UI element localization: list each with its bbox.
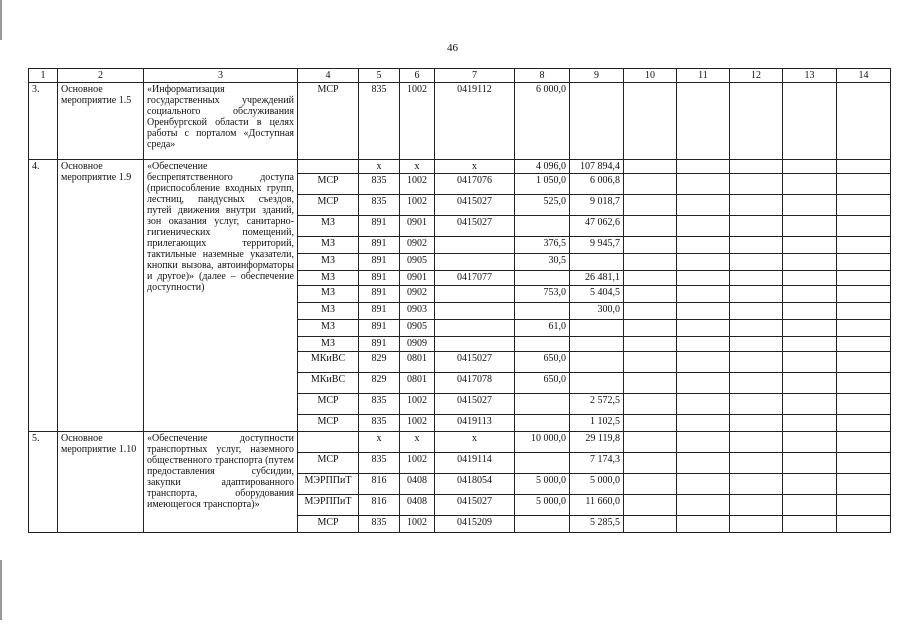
empty-col10-cell: [624, 83, 677, 160]
section-code-cell: 0905: [400, 320, 435, 337]
empty-col13-cell: [783, 83, 837, 160]
value-col8-cell: [515, 271, 570, 286]
header-cell: 2: [58, 69, 144, 83]
section-code-cell: 0903: [400, 303, 435, 320]
grbs-code-cell: 835: [359, 83, 400, 160]
empty-col11-cell: [677, 195, 730, 216]
executor-cell: МСР: [298, 516, 359, 533]
target-item-cell: 0417077: [435, 271, 515, 286]
header-cell: 1: [29, 69, 58, 83]
value-col9-cell: [570, 320, 624, 337]
grbs-code-cell: 891: [359, 337, 400, 352]
executor-cell: МЗ: [298, 320, 359, 337]
empty-col14-cell: [837, 83, 891, 160]
empty-col10-cell: [624, 415, 677, 432]
empty-col13-cell: [783, 303, 837, 320]
value-col9-cell: 7 174,3: [570, 453, 624, 474]
value-col9-cell: 5 404,5: [570, 286, 624, 303]
header-cell: 14: [837, 69, 891, 83]
value-col9-cell: 5 285,5: [570, 516, 624, 533]
empty-col12-cell: [730, 286, 783, 303]
header-cell: 4: [298, 69, 359, 83]
section-code-cell: 0901: [400, 271, 435, 286]
empty-col12-cell: [730, 516, 783, 533]
executor-cell: МСР: [298, 415, 359, 432]
executor-cell: МЗ: [298, 216, 359, 237]
empty-col10-cell: [624, 432, 677, 453]
section-code-cell: 0408: [400, 474, 435, 495]
empty-col14-cell: [837, 160, 891, 174]
target-item-cell: [435, 303, 515, 320]
grbs-code-cell: 835: [359, 415, 400, 432]
empty-col13-cell: [783, 160, 837, 174]
empty-col14-cell: [837, 453, 891, 474]
value-col8-cell: 525,0: [515, 195, 570, 216]
event-name-cell: Основное мероприятие 1.9: [58, 160, 144, 432]
empty-col14-cell: [837, 337, 891, 352]
section-code-cell: х: [400, 432, 435, 453]
table-row: [29, 432, 891, 453]
empty-col10-cell: [624, 495, 677, 516]
executor-cell: [298, 432, 359, 453]
empty-col11-cell: [677, 337, 730, 352]
executor-cell: МЗ: [298, 286, 359, 303]
program-table: [28, 68, 891, 533]
event-description-cell: «Обеспечение беспрепятственного доступа (приспособление входных групп, лестниц, пандусных съездов, путей движения внутри зданий, зон оказания услуг, санитарно-гигиенических помещений, прилегающих территорий, тактильные наземные указатели, кнопки вызова, автоинформаторы и другое)» (далее – обеспечение доступности): [144, 160, 298, 432]
empty-col11-cell: [677, 432, 730, 453]
header-cell: 13: [783, 69, 837, 83]
empty-col14-cell: [837, 373, 891, 394]
executor-cell: МЗ: [298, 303, 359, 320]
executor-cell: МЗ: [298, 237, 359, 254]
grbs-code-cell: 835: [359, 453, 400, 474]
target-item-cell: х: [435, 160, 515, 174]
target-item-cell: 0419112: [435, 83, 515, 160]
empty-col10-cell: [624, 474, 677, 495]
empty-col12-cell: [730, 474, 783, 495]
target-item-cell: 0419114: [435, 453, 515, 474]
target-item-cell: [435, 237, 515, 254]
value-col9-cell: 1 102,5: [570, 415, 624, 432]
empty-col12-cell: [730, 337, 783, 352]
empty-col10-cell: [624, 337, 677, 352]
grbs-code-cell: 891: [359, 303, 400, 320]
grbs-code-cell: 891: [359, 216, 400, 237]
empty-col13-cell: [783, 337, 837, 352]
empty-col14-cell: [837, 174, 891, 195]
empty-col14-cell: [837, 495, 891, 516]
target-item-cell: 0415027: [435, 195, 515, 216]
empty-col12-cell: [730, 320, 783, 337]
grbs-code-cell: 891: [359, 237, 400, 254]
empty-col11-cell: [677, 415, 730, 432]
section-code-cell: 0408: [400, 495, 435, 516]
empty-col12-cell: [730, 352, 783, 373]
empty-col11-cell: [677, 83, 730, 160]
executor-cell: МСР: [298, 453, 359, 474]
left-edge-mark: [0, 560, 2, 620]
empty-col13-cell: [783, 174, 837, 195]
empty-col10-cell: [624, 195, 677, 216]
section-code-cell: 1002: [400, 394, 435, 415]
grbs-code-cell: 891: [359, 286, 400, 303]
empty-col12-cell: [730, 237, 783, 254]
section-code-cell: 1002: [400, 516, 435, 533]
executor-cell: МЗ: [298, 271, 359, 286]
empty-col12-cell: [730, 432, 783, 453]
empty-col11-cell: [677, 174, 730, 195]
empty-col10-cell: [624, 271, 677, 286]
executor-cell: МЗ: [298, 337, 359, 352]
value-col8-cell: 10 000,0: [515, 432, 570, 453]
empty-col14-cell: [837, 474, 891, 495]
row-number-cell: 5.: [29, 432, 58, 533]
empty-col10-cell: [624, 216, 677, 237]
target-item-cell: 0415209: [435, 516, 515, 533]
grbs-code-cell: 891: [359, 320, 400, 337]
table-row: [29, 160, 891, 174]
empty-col13-cell: [783, 432, 837, 453]
empty-col14-cell: [837, 320, 891, 337]
empty-col12-cell: [730, 373, 783, 394]
grbs-code-cell: 891: [359, 254, 400, 271]
value-col9-cell: 9 018,7: [570, 195, 624, 216]
grbs-code-cell: 835: [359, 174, 400, 195]
empty-col13-cell: [783, 394, 837, 415]
executor-cell: МКиВС: [298, 373, 359, 394]
empty-col14-cell: [837, 286, 891, 303]
left-edge-mark: [0, 0, 2, 40]
empty-col13-cell: [783, 516, 837, 533]
value-col8-cell: 1 050,0: [515, 174, 570, 195]
empty-col14-cell: [837, 254, 891, 271]
grbs-code-cell: х: [359, 160, 400, 174]
section-code-cell: 0905: [400, 254, 435, 271]
target-item-cell: [435, 320, 515, 337]
empty-col12-cell: [730, 303, 783, 320]
empty-col11-cell: [677, 453, 730, 474]
empty-col11-cell: [677, 303, 730, 320]
grbs-code-cell: 891: [359, 271, 400, 286]
empty-col10-cell: [624, 237, 677, 254]
section-code-cell: 0909: [400, 337, 435, 352]
value-col9-cell: 11 660,0: [570, 495, 624, 516]
empty-col13-cell: [783, 352, 837, 373]
value-col8-cell: 650,0: [515, 352, 570, 373]
empty-col12-cell: [730, 394, 783, 415]
value-col8-cell: 5 000,0: [515, 474, 570, 495]
empty-col11-cell: [677, 254, 730, 271]
empty-col12-cell: [730, 216, 783, 237]
executor-cell: МСР: [298, 83, 359, 160]
grbs-code-cell: 816: [359, 474, 400, 495]
empty-col11-cell: [677, 394, 730, 415]
value-col9-cell: [570, 337, 624, 352]
empty-col14-cell: [837, 303, 891, 320]
section-code-cell: 1002: [400, 453, 435, 474]
empty-col10-cell: [624, 516, 677, 533]
target-item-cell: [435, 254, 515, 271]
section-code-cell: 1002: [400, 83, 435, 160]
column-number-header: [29, 69, 891, 83]
empty-col11-cell: [677, 160, 730, 174]
executor-cell: МЗ: [298, 254, 359, 271]
empty-col12-cell: [730, 254, 783, 271]
empty-col14-cell: [837, 195, 891, 216]
empty-col12-cell: [730, 174, 783, 195]
empty-col13-cell: [783, 320, 837, 337]
header-cell: 3: [144, 69, 298, 83]
empty-col10-cell: [624, 254, 677, 271]
value-col8-cell: [515, 453, 570, 474]
empty-col12-cell: [730, 453, 783, 474]
event-description-cell: «Обеспечение доступности транспортных услуг, наземного общественного транспорта (путем предоставления субсидии, закупки адаптированного транспорта, оборудования имеющегося транспорта)»: [144, 432, 298, 533]
executor-cell: МЭРППиТ: [298, 474, 359, 495]
empty-col10-cell: [624, 453, 677, 474]
header-cell: 12: [730, 69, 783, 83]
page-number: 46: [447, 42, 458, 54]
value-col8-cell: 376,5: [515, 237, 570, 254]
grbs-code-cell: х: [359, 432, 400, 453]
executor-cell: МСР: [298, 195, 359, 216]
empty-col12-cell: [730, 160, 783, 174]
event-name-cell: Основное мероприятие 1.10: [58, 432, 144, 533]
empty-col11-cell: [677, 216, 730, 237]
empty-col13-cell: [783, 271, 837, 286]
empty-col14-cell: [837, 237, 891, 254]
empty-col11-cell: [677, 271, 730, 286]
empty-col10-cell: [624, 160, 677, 174]
value-col8-cell: [515, 337, 570, 352]
executor-cell: МЭРППиТ: [298, 495, 359, 516]
empty-col13-cell: [783, 216, 837, 237]
grbs-code-cell: 829: [359, 352, 400, 373]
empty-col13-cell: [783, 254, 837, 271]
target-item-cell: х: [435, 432, 515, 453]
target-item-cell: 0415027: [435, 495, 515, 516]
value-col9-cell: 5 000,0: [570, 474, 624, 495]
value-col9-cell: 26 481,1: [570, 271, 624, 286]
empty-col11-cell: [677, 286, 730, 303]
target-item-cell: 0415027: [435, 394, 515, 415]
header-cell: 5: [359, 69, 400, 83]
empty-col10-cell: [624, 394, 677, 415]
target-item-cell: [435, 337, 515, 352]
value-col8-cell: 650,0: [515, 373, 570, 394]
value-col9-cell: 6 006,8: [570, 174, 624, 195]
empty-col12-cell: [730, 83, 783, 160]
empty-col14-cell: [837, 271, 891, 286]
grbs-code-cell: 835: [359, 516, 400, 533]
value-col8-cell: 30,5: [515, 254, 570, 271]
empty-col13-cell: [783, 286, 837, 303]
value-col8-cell: 6 000,0: [515, 83, 570, 160]
empty-col13-cell: [783, 415, 837, 432]
event-description-cell: «Информатизация государственных учреждений социального обслуживания Оренбургской области в целях работы с порталом «Доступная среда»: [144, 83, 298, 160]
empty-col14-cell: [837, 352, 891, 373]
empty-col10-cell: [624, 352, 677, 373]
header-cell: 11: [677, 69, 730, 83]
value-col8-cell: [515, 216, 570, 237]
empty-col10-cell: [624, 303, 677, 320]
empty-col13-cell: [783, 474, 837, 495]
section-code-cell: 1002: [400, 174, 435, 195]
header-cell: 7: [435, 69, 515, 83]
empty-col10-cell: [624, 373, 677, 394]
empty-col14-cell: [837, 216, 891, 237]
value-col8-cell: 5 000,0: [515, 495, 570, 516]
section-code-cell: 0902: [400, 286, 435, 303]
target-item-cell: [435, 286, 515, 303]
empty-col14-cell: [837, 432, 891, 453]
row-number-cell: 4.: [29, 160, 58, 432]
value-col8-cell: 61,0: [515, 320, 570, 337]
empty-col12-cell: [730, 495, 783, 516]
header-cell: 6: [400, 69, 435, 83]
value-col9-cell: 107 894,4: [570, 160, 624, 174]
value-col9-cell: [570, 373, 624, 394]
value-col8-cell: 753,0: [515, 286, 570, 303]
executor-cell: МКиВС: [298, 352, 359, 373]
grbs-code-cell: 835: [359, 195, 400, 216]
value-col9-cell: 29 119,8: [570, 432, 624, 453]
value-col8-cell: [515, 303, 570, 320]
empty-col10-cell: [624, 286, 677, 303]
section-code-cell: 0902: [400, 237, 435, 254]
value-col8-cell: [515, 516, 570, 533]
value-col9-cell: 9 945,7: [570, 237, 624, 254]
value-col8-cell: [515, 415, 570, 432]
value-col9-cell: [570, 83, 624, 160]
value-col8-cell: [515, 394, 570, 415]
empty-col13-cell: [783, 195, 837, 216]
target-item-cell: 0415027: [435, 216, 515, 237]
value-col9-cell: [570, 352, 624, 373]
grbs-code-cell: 829: [359, 373, 400, 394]
section-code-cell: 0901: [400, 216, 435, 237]
section-code-cell: 1002: [400, 415, 435, 432]
value-col9-cell: [570, 254, 624, 271]
empty-col14-cell: [837, 415, 891, 432]
section-code-cell: х: [400, 160, 435, 174]
empty-col14-cell: [837, 516, 891, 533]
empty-col13-cell: [783, 495, 837, 516]
empty-col11-cell: [677, 516, 730, 533]
section-code-cell: 1002: [400, 195, 435, 216]
grbs-code-cell: 816: [359, 495, 400, 516]
empty-col11-cell: [677, 495, 730, 516]
section-code-cell: 0801: [400, 352, 435, 373]
empty-col11-cell: [677, 352, 730, 373]
target-item-cell: 0419113: [435, 415, 515, 432]
empty-col12-cell: [730, 195, 783, 216]
header-cell: 8: [515, 69, 570, 83]
executor-cell: МСР: [298, 394, 359, 415]
section-code-cell: 0801: [400, 373, 435, 394]
value-col9-cell: 47 062,6: [570, 216, 624, 237]
event-name-cell: Основное мероприятие 1.5: [58, 83, 144, 160]
empty-col12-cell: [730, 271, 783, 286]
target-item-cell: 0415027: [435, 352, 515, 373]
grbs-code-cell: 835: [359, 394, 400, 415]
header-cell: 10: [624, 69, 677, 83]
target-item-cell: 0417076: [435, 174, 515, 195]
row-number-cell: 3.: [29, 83, 58, 160]
empty-col14-cell: [837, 394, 891, 415]
executor-cell: [298, 160, 359, 174]
empty-col11-cell: [677, 237, 730, 254]
empty-col13-cell: [783, 373, 837, 394]
table-row: [29, 83, 891, 160]
value-col9-cell: 300,0: [570, 303, 624, 320]
target-item-cell: 0417078: [435, 373, 515, 394]
empty-col13-cell: [783, 453, 837, 474]
target-item-cell: 0418054: [435, 474, 515, 495]
empty-col11-cell: [677, 320, 730, 337]
empty-col13-cell: [783, 237, 837, 254]
empty-col10-cell: [624, 174, 677, 195]
value-col9-cell: 2 572,5: [570, 394, 624, 415]
executor-cell: МСР: [298, 174, 359, 195]
empty-col10-cell: [624, 320, 677, 337]
empty-col11-cell: [677, 474, 730, 495]
value-col8-cell: 4 096,0: [515, 160, 570, 174]
header-cell: 9: [570, 69, 624, 83]
empty-col12-cell: [730, 415, 783, 432]
empty-col11-cell: [677, 373, 730, 394]
